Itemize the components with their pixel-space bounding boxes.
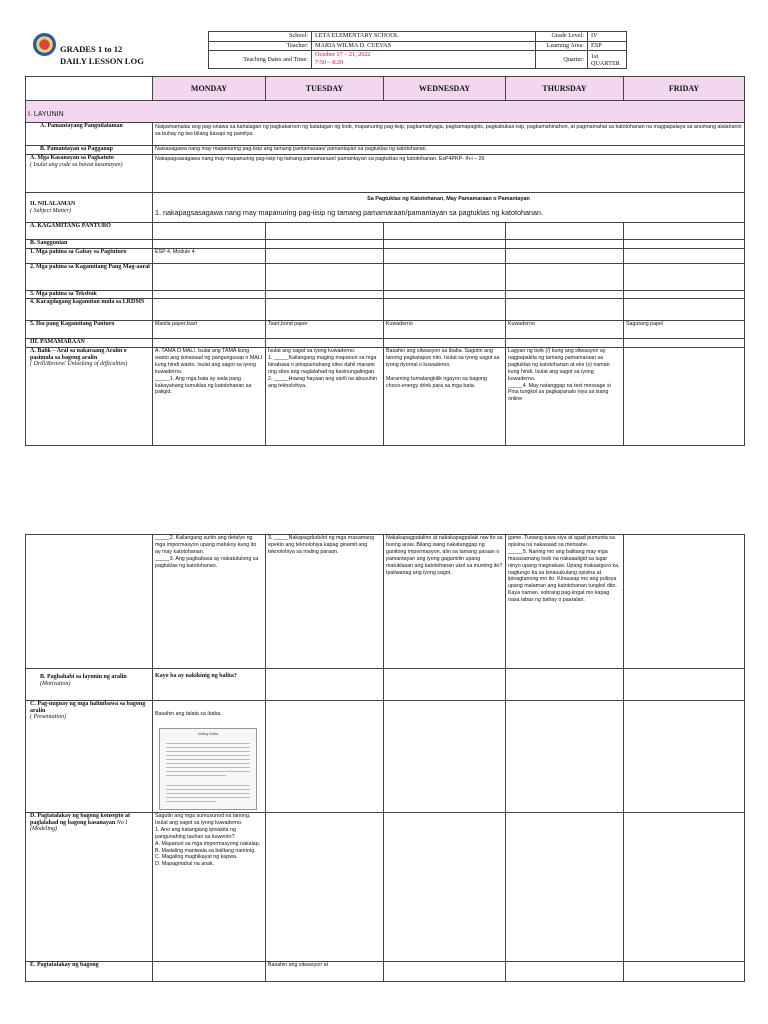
pagtatalakay-label-cell — [26, 813, 153, 962]
day-tuesday: TUESDAY — [266, 77, 384, 101]
pamantayan-sa-pagganap-text: Naisasagawa nang may mapanuring pag-iisip ang tamang pamamaraan/ pamantayan sa pagtuklas ng katotohanan. — [153, 146, 745, 155]
grade-value: IV — [588, 32, 627, 42]
iba-tuesday: Tsart,bond paper — [266, 321, 384, 339]
cont-monday: _____2. Kailangang suriin ang detalye ng mga impormasyon upang matukoy kung ito ay may katotohanan. _____3. Ang pagbabasa ay nakatutulong sa pagtuklas ng katotohanan. — [153, 535, 266, 669]
kagamitang-panturo-label: A. KAGAMITANG PANTURO — [26, 223, 153, 240]
continuation-label — [26, 535, 153, 669]
area-label: Learning Area: — [536, 41, 588, 51]
pag-uugnay-label-cell — [26, 701, 153, 813]
dates-value: October 17 – 21, 2022 — [315, 51, 371, 58]
day-monday: MONDAY — [153, 77, 266, 101]
cont-friday — [624, 535, 745, 669]
balik-aral-note: ( Drill/Review/ Unlocking of difficulties) — [30, 361, 128, 368]
pamantayang-pangnilalaman-label: A. Pamantayang Pangnilalaman — [26, 123, 153, 146]
lesson-log-table-page1 — [25, 76, 745, 446]
kagamitang-thu — [506, 223, 624, 240]
pagtatalakay-e-label: E. Pagtatalakay ng bagong — [26, 962, 153, 982]
kagamitang-fri — [624, 223, 745, 240]
school-value: LETA ELEMENTARY SCHOOL — [312, 32, 536, 42]
header-title-2: DAILY LESSON LOG — [60, 56, 144, 66]
presentation-note: ( Presentation) — [30, 714, 66, 721]
iba-monday: Manila paper,tsart — [153, 321, 266, 339]
balik-aral-wednesday: Basahin ang sitwasyon sa ibaba. Sagutin ang tanong pagkatapos nito. Isulat sa iyong sagot sa iyong dyornal o kuwaderno. Maraming tumatangkilik ngayon sa bagong choco-energy drink para sa mga bata. — [384, 348, 506, 446]
motivation-note: (Motivation) — [40, 680, 71, 687]
kagamitang-mon — [153, 223, 266, 240]
cont-tuesday: 3. _____Nakapagdudulot ng mga masamang epekto ang teknolohiya kapag ginamit ang teknolohiya sa maling paraan. — [266, 535, 384, 669]
grade-label: Grade Level: — [536, 32, 588, 42]
sanggunian-label: B. Sanggunian — [26, 240, 153, 249]
kasanayan-label-cell — [26, 155, 153, 193]
paghahabi-label-cell — [26, 669, 153, 701]
quarter-value: 1st QUARTER — [588, 51, 627, 69]
day-friday: FRIDAY — [624, 77, 745, 101]
balik-aral-label-cell — [26, 348, 153, 446]
balik-aral-monday: A. TAMA O MALI. Isulat ang TAMA kung wasto ang isinasaad ng pangungusap o MALI kung hindi wasto. Isulat ang sagot sa iyong kuwaderno. _____1. Ang mga bata ay wala pang kakayahang tumuklas ng katotohanan sa paligid. — [153, 348, 266, 446]
pamantayang-pangnilalaman-text: Naipamamalas ang pag-unawa sa kahalagan ng pagkakaroon ng katatagan ng loob, mapanuring pag-iisip, pagkamatiyaga, pagkamapagtiis, pagkabukas-isip, pagkamahinahon, at pagmamahal sa katotohanan na magpapalaya sa anumang alalahanin sa buhay ng tao bilang kasapi ng pamilya. — [153, 123, 745, 146]
lrdms-label: 4. Karagdagang kagamitan mula sa LRDMS — [26, 299, 153, 321]
modeling-note: (Modeling) — [30, 826, 57, 833]
teacher-label: Teacher: — [209, 41, 312, 51]
balik-aral-tuesday: Isulat ang sagot sa iyong kuwaderno. 1. _____Kailangang maging mapanuri sa mga binabasa o pinupuntahang sites dahil marami ring sites ang naglalahad ng kasinungalingan. 2. _____Huwag hayaan ang sarili na abusuhin ang teknolohiya. — [266, 348, 384, 446]
pagtatalakay-label: D. Pagtatalakay ng bagong konsepto at paglalahad ng bagong kasanayan — [30, 813, 131, 826]
teacher-value: MARIA WILMA D. CUEVAS — [312, 41, 536, 51]
dates-label: Teaching Dates and Time: — [209, 51, 312, 69]
kagamitang-tue — [266, 223, 384, 240]
kagamitang-wed — [384, 223, 506, 240]
quarter-label: Quarter: — [536, 51, 588, 69]
kasanayan-label: A. Mga Kasanayan sa Pagkatuto — [30, 155, 114, 161]
school-label: School: — [209, 32, 312, 42]
balik-aral-friday — [624, 348, 745, 446]
pamantayan-sa-pagganap-label: B. Pamantayan sa Pagganap — [26, 146, 153, 155]
pagtatalakay-no: No I — [116, 819, 128, 826]
pag-uugnay-text: Basahin ang talata sa ibaba. — [155, 711, 222, 717]
iba-pang-kagamitan-label: 5. Iba pang Kagamitang Panturo — [26, 321, 153, 339]
nilalaman-title: Sa Pagtuklas ng Katotohanan, May Pamamaraan o Pamantayan — [367, 196, 530, 202]
lesson-log-table-page2 — [25, 534, 745, 982]
gabay-monday: ESP 4, Module 4 — [153, 249, 266, 264]
kasanayan-note: ( Isulat ang code sa bawat kasanayan) — [30, 161, 123, 168]
pamamaraan-label: III. PAMAMARAAN — [26, 339, 153, 348]
blank-corner — [26, 77, 153, 101]
pag-uugnay-label: C. Pag-uugnay ng mga halimbawa sa bagong aralin — [30, 701, 146, 714]
pagtatalakay-monday: Sagutin ang mga sumusunod na tanong. Isulat ang sagot sa iyong kuwaderno. 1. Ano ang katangiang ipinakita ng pangunahing tauhan sa kuwento? A. Mapanuri sa mga impormasyong nakalap. B. Madaling maniwala sa balitang naririnig. C. Magaling maghikayat ng kapwa. D. Mapagmahal na anak. — [153, 813, 266, 962]
paghahabi-label: B. Paghahabi sa layunin ng aralin — [40, 674, 127, 680]
iba-friday: Sagutang papel — [624, 321, 745, 339]
teksbuk-label: 3. Mga pahina sa Teksbuk — [26, 291, 153, 299]
time-value: 7:50 – 8:20 — [315, 59, 344, 66]
deped-seal-logo — [33, 33, 56, 56]
kagamitang-pang-mag-aaral-label: 2. Mga pahina sa Kagamitang Pang Mag-aaral — [26, 264, 153, 291]
nilalaman-text: 1. nakapagsasagawa nang may mapanuring pag-iisip ng tamang pamamaraan/pamantayan sa pagtuklas ng katotohanan. — [155, 208, 543, 217]
paghahabi-monday: Kayo ba ay nakikinig ng balita? — [153, 669, 266, 701]
nilalaman-content — [153, 193, 745, 223]
nilalaman-label: II. NILALAMAN — [30, 201, 76, 207]
kasanayan-text: Nakapagsasagawa nang may mapanuring pag-iisip ng tamang pamamaraan/ pamantayan sa pagtuklas ng katotohanan. EsP4PKP- Ih-i – 26 — [153, 155, 745, 193]
day-thursday: THURSDAY — [506, 77, 624, 101]
passage-title: Maling Balita — [197, 732, 219, 736]
balik-aral-label: A. Balik – Aral sa nakaraang Aralin o pasimula sa bagong aralin — [30, 348, 127, 361]
area-value: ESP — [588, 41, 627, 51]
iba-thursday: Kuwaderno — [506, 321, 624, 339]
section-layunin — [26, 101, 745, 123]
pag-uugnay-monday — [153, 701, 266, 813]
subject-matter-note: ( Subject Matter) — [30, 207, 71, 214]
reading-passage-image — [159, 728, 257, 810]
day-wednesday: WEDNESDAY — [384, 77, 506, 101]
cont-thursday: game. Tuwang-tuwa siya at agad pumunta sa opisina na nakasaad sa mensahe. _____5. Narinig mo ang balitang may mga masasamang loob na nakaaaligid sa lugar ninyo upang magnakaw. Upang makasiguro ka, nagtungo ka sa kinauukulang opisina at ipinagtanong mo ito. Kinausap mo ang pulisya upang malaman ang katotohanan tungkol dito. Kaya naman, sobrang pag-iingat mo kapag nasa labas ng bahay o paaralan. — [506, 535, 624, 669]
layunin-heading: I. LAYUNIN — [28, 111, 64, 118]
pagtatalakay-e-tuesday: Basahin ang sitwasyon at — [266, 962, 384, 982]
nilalaman-label-cell — [26, 193, 153, 223]
gabay-label: 1. Mga pahina sa Gabay sa Pagtuturo — [26, 249, 153, 264]
cont-wednesday: Nakakapagpatalino at nakakapagpalaki raw ito sa buong araw. Bilang isang nakatanggap ng ganitong impormasyon, alin sa tamang paraan o pamantayan ang iyong gagamitin upang matuklasan ang katotohanan ukol sa inuming ito? Ipaliwanag ang iyong sagot. — [384, 535, 506, 669]
header-info-table — [208, 31, 627, 69]
header-title-1: GRADES 1 to 12 — [60, 44, 123, 54]
balik-aral-thursday: Lagyan ng tsek (/) kung ang sitwasyon ay nagpapakita ng tamang pamamaraan sa pagtuklas ng katotohanan at eks (x) naman kung hindi. Isulat ang sagot sa iyong kuwaderno. _____4. May natanggap na text message si Pina tungkol sa pagkapanalo niya sa isang online — [506, 348, 624, 446]
iba-wednesday: Kuwaderno — [384, 321, 506, 339]
dates-cell — [312, 51, 536, 69]
